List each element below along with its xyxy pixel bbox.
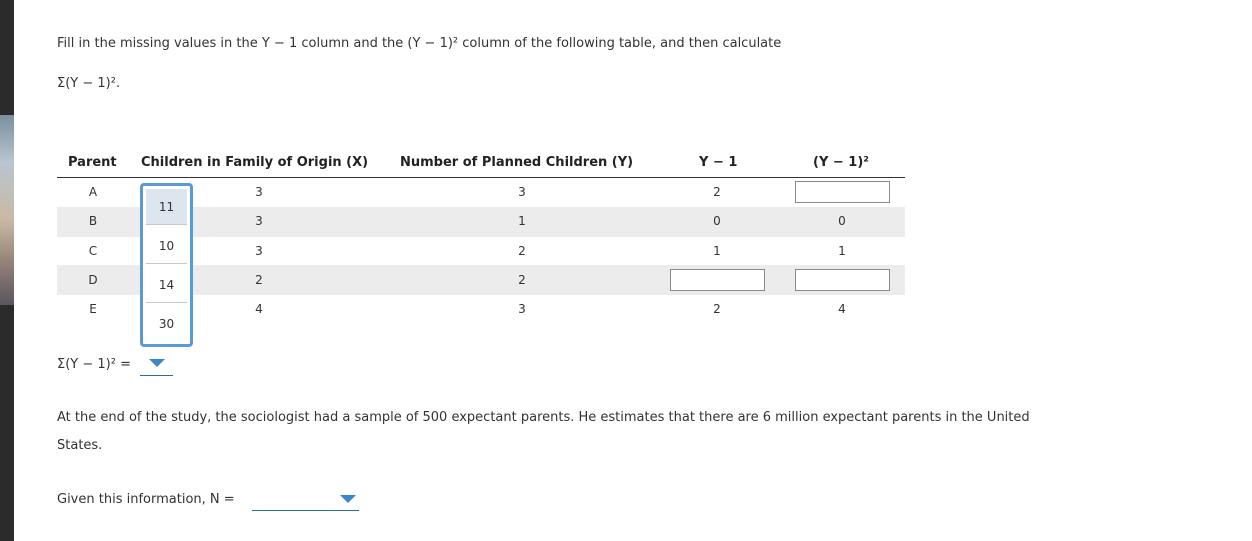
sum-option[interactable]: 10 bbox=[146, 228, 187, 264]
paragraph-line-2: States. bbox=[57, 438, 103, 453]
cell-y-a: 3 bbox=[518, 185, 526, 199]
cell-y1sq-c: 1 bbox=[838, 244, 846, 258]
cell-y1sq-e: 4 bbox=[838, 302, 846, 316]
header-rule bbox=[57, 177, 905, 178]
cell-x-e: 4 bbox=[255, 302, 263, 316]
sum-select[interactable] bbox=[140, 357, 173, 376]
header-x: Children in Family of Origin (X) bbox=[141, 155, 369, 170]
cell-parent-c: C bbox=[88, 244, 98, 258]
question-line-1: Fill in the missing values in the Y − 1 column and the (Y − 1)² column of the following table, and then calculate bbox=[57, 36, 782, 51]
question-line-2: Σ(Y − 1)². bbox=[57, 76, 121, 91]
sum-label: Σ(Y − 1)² = bbox=[57, 357, 131, 372]
cell-y-c: 2 bbox=[518, 244, 526, 258]
cell-parent-a: A bbox=[88, 185, 98, 199]
sum-option[interactable]: 11 bbox=[146, 189, 187, 225]
cell-y1-e: 2 bbox=[713, 302, 721, 316]
header-y-minus-1-squared: (Y − 1)² bbox=[813, 155, 869, 170]
cell-x-c: 3 bbox=[255, 244, 263, 258]
cell-x-a: 3 bbox=[255, 185, 263, 199]
cell-y-b: 1 bbox=[518, 214, 526, 228]
cell-y1-a: 2 bbox=[713, 185, 721, 199]
y1sq-input-d[interactable] bbox=[795, 269, 890, 291]
y1-input-d[interactable] bbox=[670, 269, 765, 291]
header-y-minus-1: Y − 1 bbox=[699, 155, 738, 170]
cell-y-d: 2 bbox=[518, 273, 526, 287]
sum-option[interactable]: 30 bbox=[158, 317, 175, 331]
chevron-down-icon bbox=[340, 495, 356, 503]
cell-y1sq-b: 0 bbox=[838, 214, 846, 228]
cell-y-e: 3 bbox=[518, 302, 526, 316]
cell-y1-c: 1 bbox=[713, 244, 721, 258]
cell-x-b: 3 bbox=[255, 214, 263, 228]
n-select[interactable] bbox=[252, 492, 359, 511]
cell-parent-b: B bbox=[88, 214, 98, 228]
y1sq-input-a[interactable] bbox=[795, 181, 890, 203]
cell-x-d: 2 bbox=[255, 273, 263, 287]
chevron-down-icon bbox=[149, 359, 165, 367]
cell-parent-e: E bbox=[89, 302, 97, 316]
sum-option[interactable]: 14 bbox=[146, 267, 187, 303]
sum-dropdown-list bbox=[140, 183, 193, 347]
cell-parent-d: D bbox=[88, 273, 98, 287]
n-label: Given this information, N = bbox=[57, 492, 235, 507]
paragraph-line-1: At the end of the study, the sociologist had a sample of 500 expectant parents. He estimates that there are 6 million expectant parents in the United bbox=[57, 410, 1030, 425]
cell-y1-b: 0 bbox=[713, 214, 721, 228]
left-edge-photo bbox=[0, 115, 14, 305]
header-y: Number of Planned Children (Y) bbox=[400, 155, 634, 170]
header-parent: Parent bbox=[68, 155, 117, 170]
